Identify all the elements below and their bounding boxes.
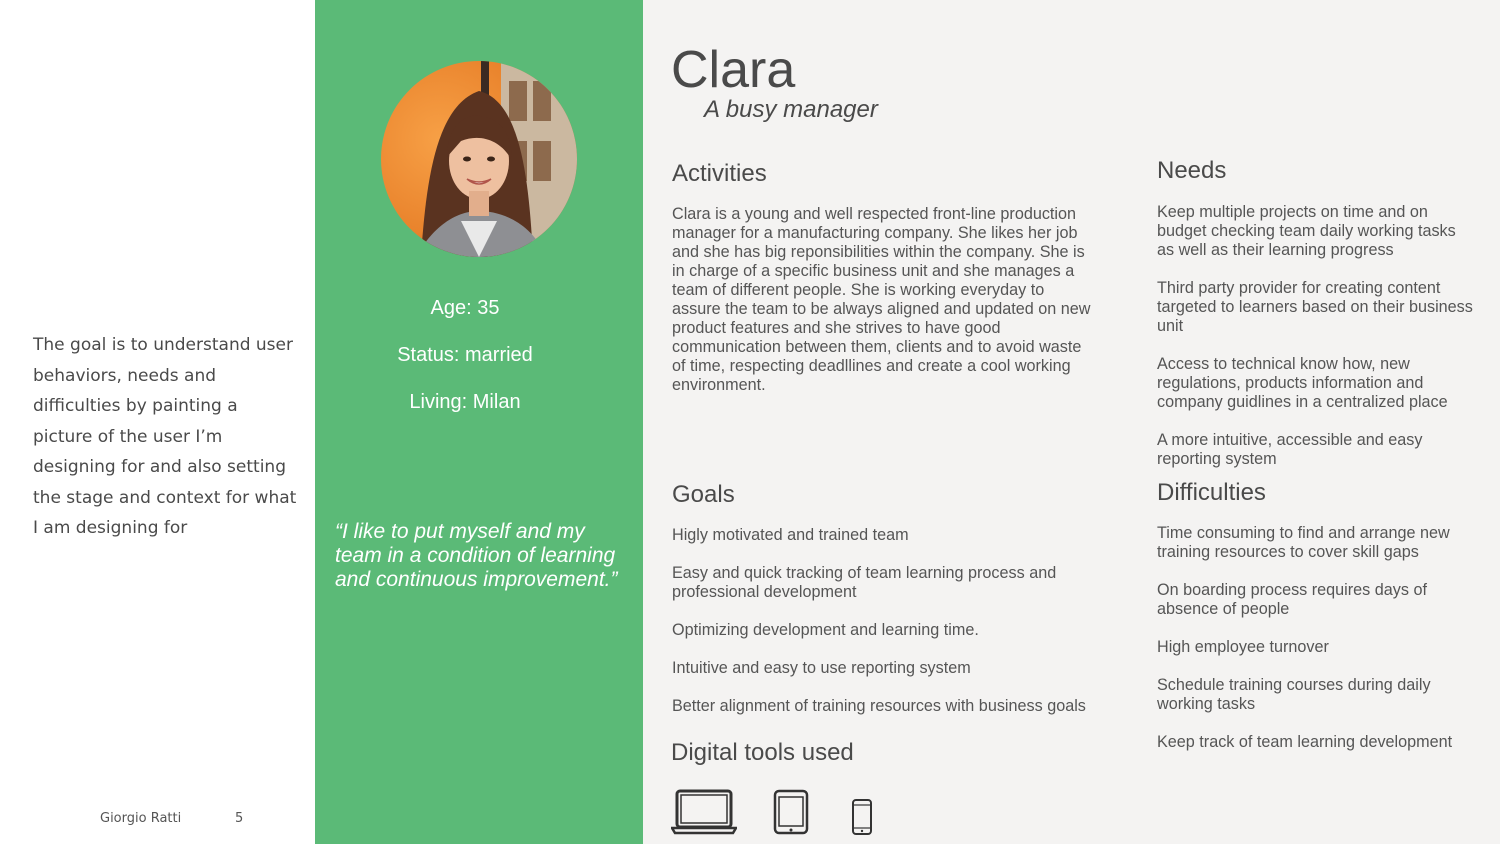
- needs-title: Needs: [1157, 157, 1227, 184]
- goals-item: Easy and quick tracking of team learning process and professional development: [672, 564, 1057, 601]
- laptop-icon: [671, 789, 737, 835]
- tools-title: Digital tools used: [671, 739, 854, 766]
- persona-name: Clara: [671, 41, 796, 99]
- activities-text: Clara is a young and well respected front-line production manager for a manufacturing company. She likes her job and she has big reponsibilities within the company. She is in charge of a specific business unit and she manages a team of different people. She is working everyday to assure the team to be always aligned and updated on new product features and she strives to have good communication between them, clients and to avoid waste of time, respecting deadllines and create a cool working environment.: [672, 205, 1091, 394]
- difficulties-item: Time consuming to find and arrange new training resources to cover skill gaps: [1157, 524, 1450, 561]
- needs-item: Access to technical know how, new regulations, products information and company guidlines in a centralized place: [1157, 355, 1448, 411]
- goals-item: Optimizing development and learning time.: [672, 621, 979, 639]
- goals-item: Better alignment of training resources with business goals: [672, 697, 1086, 715]
- difficulties-item: High employee turnover: [1157, 638, 1329, 656]
- needs-item: Keep multiple projects on time and on budget checking team daily working tasks as well as their learning progress: [1157, 203, 1456, 259]
- persona-living: Living: Milan: [409, 391, 521, 413]
- difficulties-item: Keep track of team learning development: [1157, 733, 1453, 751]
- activities-title: Activities: [672, 160, 767, 187]
- smartphone-icon: [851, 799, 873, 835]
- difficulties-item: On boarding process requires days of absence of people: [1157, 581, 1427, 618]
- needs-list: [1157, 203, 1477, 488]
- persona-photo: [381, 61, 577, 257]
- footer-author: Giorgio Ratti: [100, 811, 182, 826]
- difficulties-item: Schedule training courses during daily working tasks: [1157, 676, 1431, 713]
- persona-quote: “I like to put myself and my team in a condition of learning and continuous improvement.”: [335, 520, 618, 591]
- goals-item: Higly motivated and trained team: [672, 526, 909, 544]
- persona-status: Status: married: [397, 344, 533, 366]
- persona-panel: [315, 0, 643, 844]
- page-number: 5: [235, 811, 244, 826]
- persona-age: Age: 35: [430, 297, 500, 319]
- persona-details: [643, 0, 1500, 844]
- goals-title: Goals: [672, 481, 735, 508]
- difficulties-list: [1157, 524, 1477, 771]
- goals-item: Intuitive and easy to use reporting system: [672, 659, 971, 677]
- goals-list: [672, 526, 1122, 735]
- difficulties-title: Difficulties: [1157, 479, 1266, 506]
- needs-item: Third party provider for creating content targeted to learners based on their business unit: [1157, 279, 1473, 335]
- persona-facts: [315, 290, 615, 431]
- digital-tools: [671, 780, 931, 835]
- intro-text: The goal is to understand user behaviors, needs and difficulties by painting a picture of the user I’m designing for and also setting the stage and context for what I am designing for: [33, 335, 297, 538]
- needs-item: A more intuitive, accessible and easy reporting system: [1157, 431, 1423, 468]
- intro-panel: [0, 0, 315, 844]
- persona-role: A busy manager: [704, 96, 878, 123]
- tablet-icon: [773, 789, 809, 835]
